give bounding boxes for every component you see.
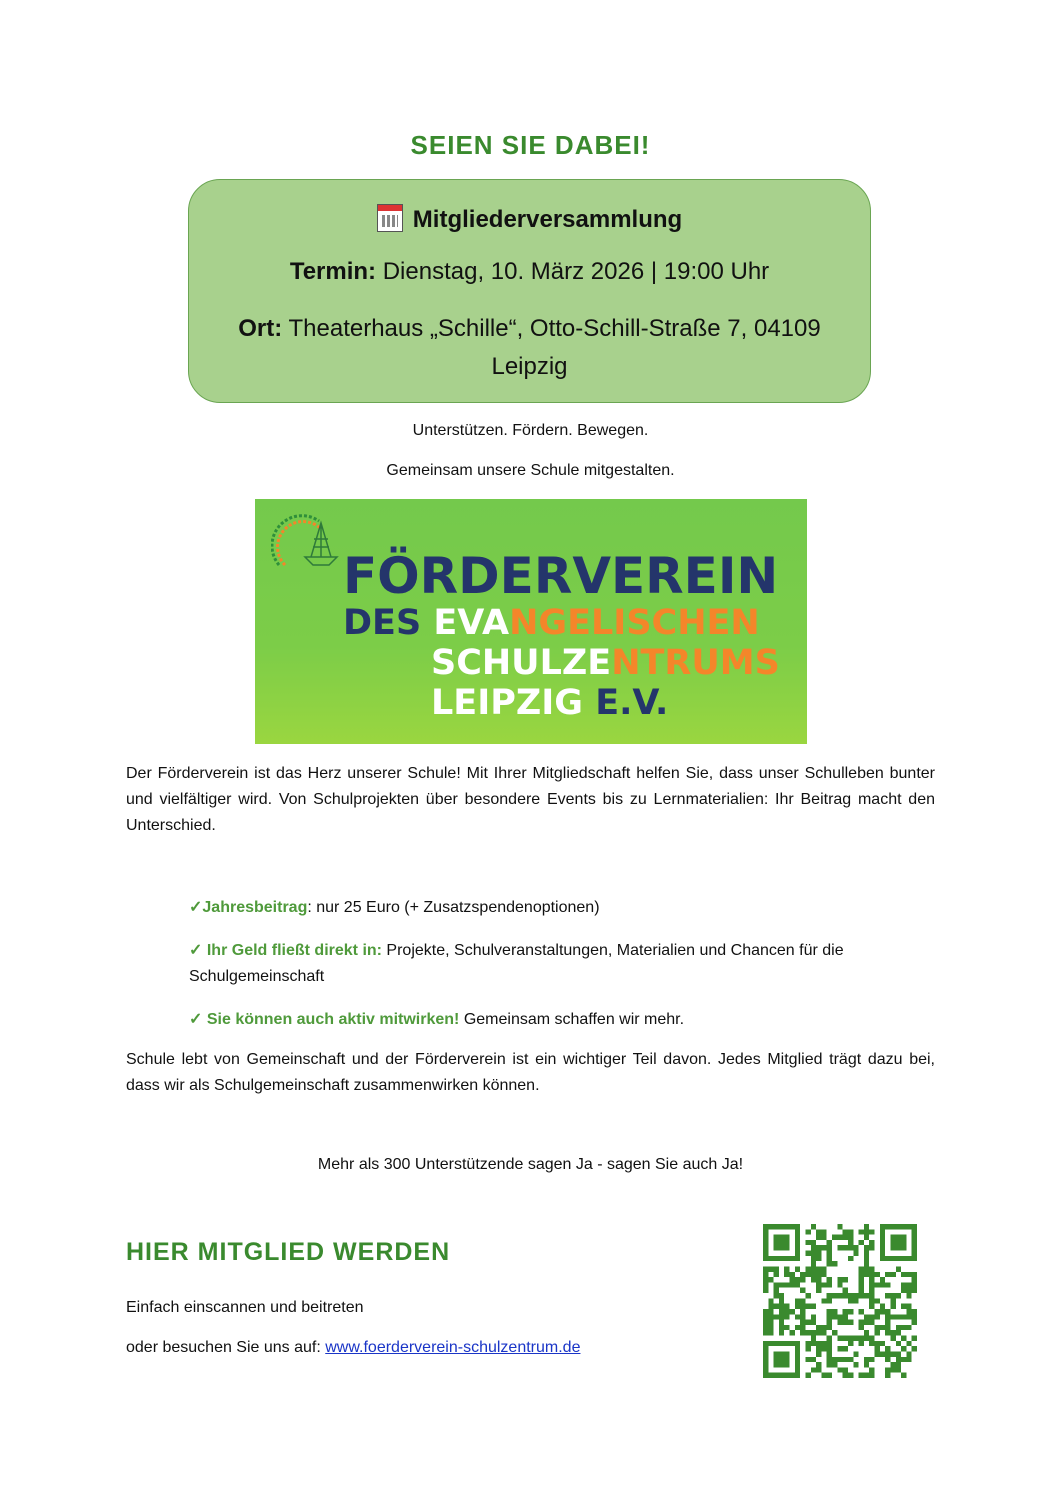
place-label: Ort: (238, 315, 283, 342)
place-city: Leipzig (491, 353, 568, 380)
tagline-1: Unterstützen. Fördern. Bewegen. (412, 422, 649, 439)
tagline-2: Gemeinsam unsere Schule mitgestalten. (386, 462, 675, 479)
qr-code[interactable] (763, 1224, 917, 1378)
intro-paragraph: Der Förderverein ist das Herz unserer Schule! Mit Ihrer Mitgliedschaft helfen Sie, dass unser Schulleben bunter und vielfältiger wird. Von Schulprojekten über besondere Events bis zu Lernmaterialien: Ihr Beitrag macht den Unterschied. (126, 765, 935, 834)
school-emblem-icon (271, 513, 341, 573)
join-heading: HIER MITGLIED WERDEN (126, 1238, 451, 1266)
foerderverein-logo-banner (255, 499, 807, 744)
place-value: Theaterhaus „Schille“, Otto-Schill-Straße 7, 04109 (288, 315, 821, 342)
logo-line-3: SCHULZENTRUMS (431, 643, 780, 683)
benefit-item: ✓ Ihr Geld fließt direkt in: Projekte, Schulveranstaltungen, Materialien und Chancen für die Schulgemeinschaft (189, 942, 844, 985)
logo-line-4: LEIPZIG E.V. (431, 683, 669, 723)
visit-line: oder besuchen Sie uns auf: www.foerderverein-schulzentrum.de (126, 1339, 581, 1356)
event-title-row (189, 204, 870, 234)
scan-text: Einfach einscannen und beitreten (126, 1299, 364, 1316)
event-date (189, 258, 870, 286)
benefit-item: ✓ Sie können auch aktiv mitwirken! Gemeinsam schaffen wir mehr. (189, 1011, 685, 1028)
supporters-text: Mehr als 300 Unterstützende sagen Ja - sagen Sie auch Ja! (317, 1156, 744, 1173)
calendar-icon (377, 204, 403, 232)
outro-paragraph: Schule lebt von Gemeinschaft und der Förderverein ist ein wichtiger Teil davon. Jedes Mitglied trägt dazu bei, dass wir als Schulgemeinschaft zusammenwirken können. (126, 1051, 935, 1094)
benefit-item: ✓Jahresbeitrag: nur 25 Euro (+ Zusatzspendenoptionen) (189, 899, 600, 916)
event-place (189, 310, 870, 386)
date-value: Dienstag, 10. März 2026 | 19:00 Uhr (382, 258, 770, 285)
event-title: Mitgliederversammlung (412, 206, 683, 233)
event-box (188, 179, 871, 403)
logo-line-1: FÖRDERVEREIN (343, 547, 779, 605)
website-link[interactable]: www.foerderverein-schulzentrum.de (325, 1339, 581, 1356)
page-heading: SEIEN SIE DABEI! (410, 130, 651, 160)
logo-line-2: DES EVANGELISCHEN (343, 603, 760, 643)
date-label: Termin: (289, 258, 377, 285)
